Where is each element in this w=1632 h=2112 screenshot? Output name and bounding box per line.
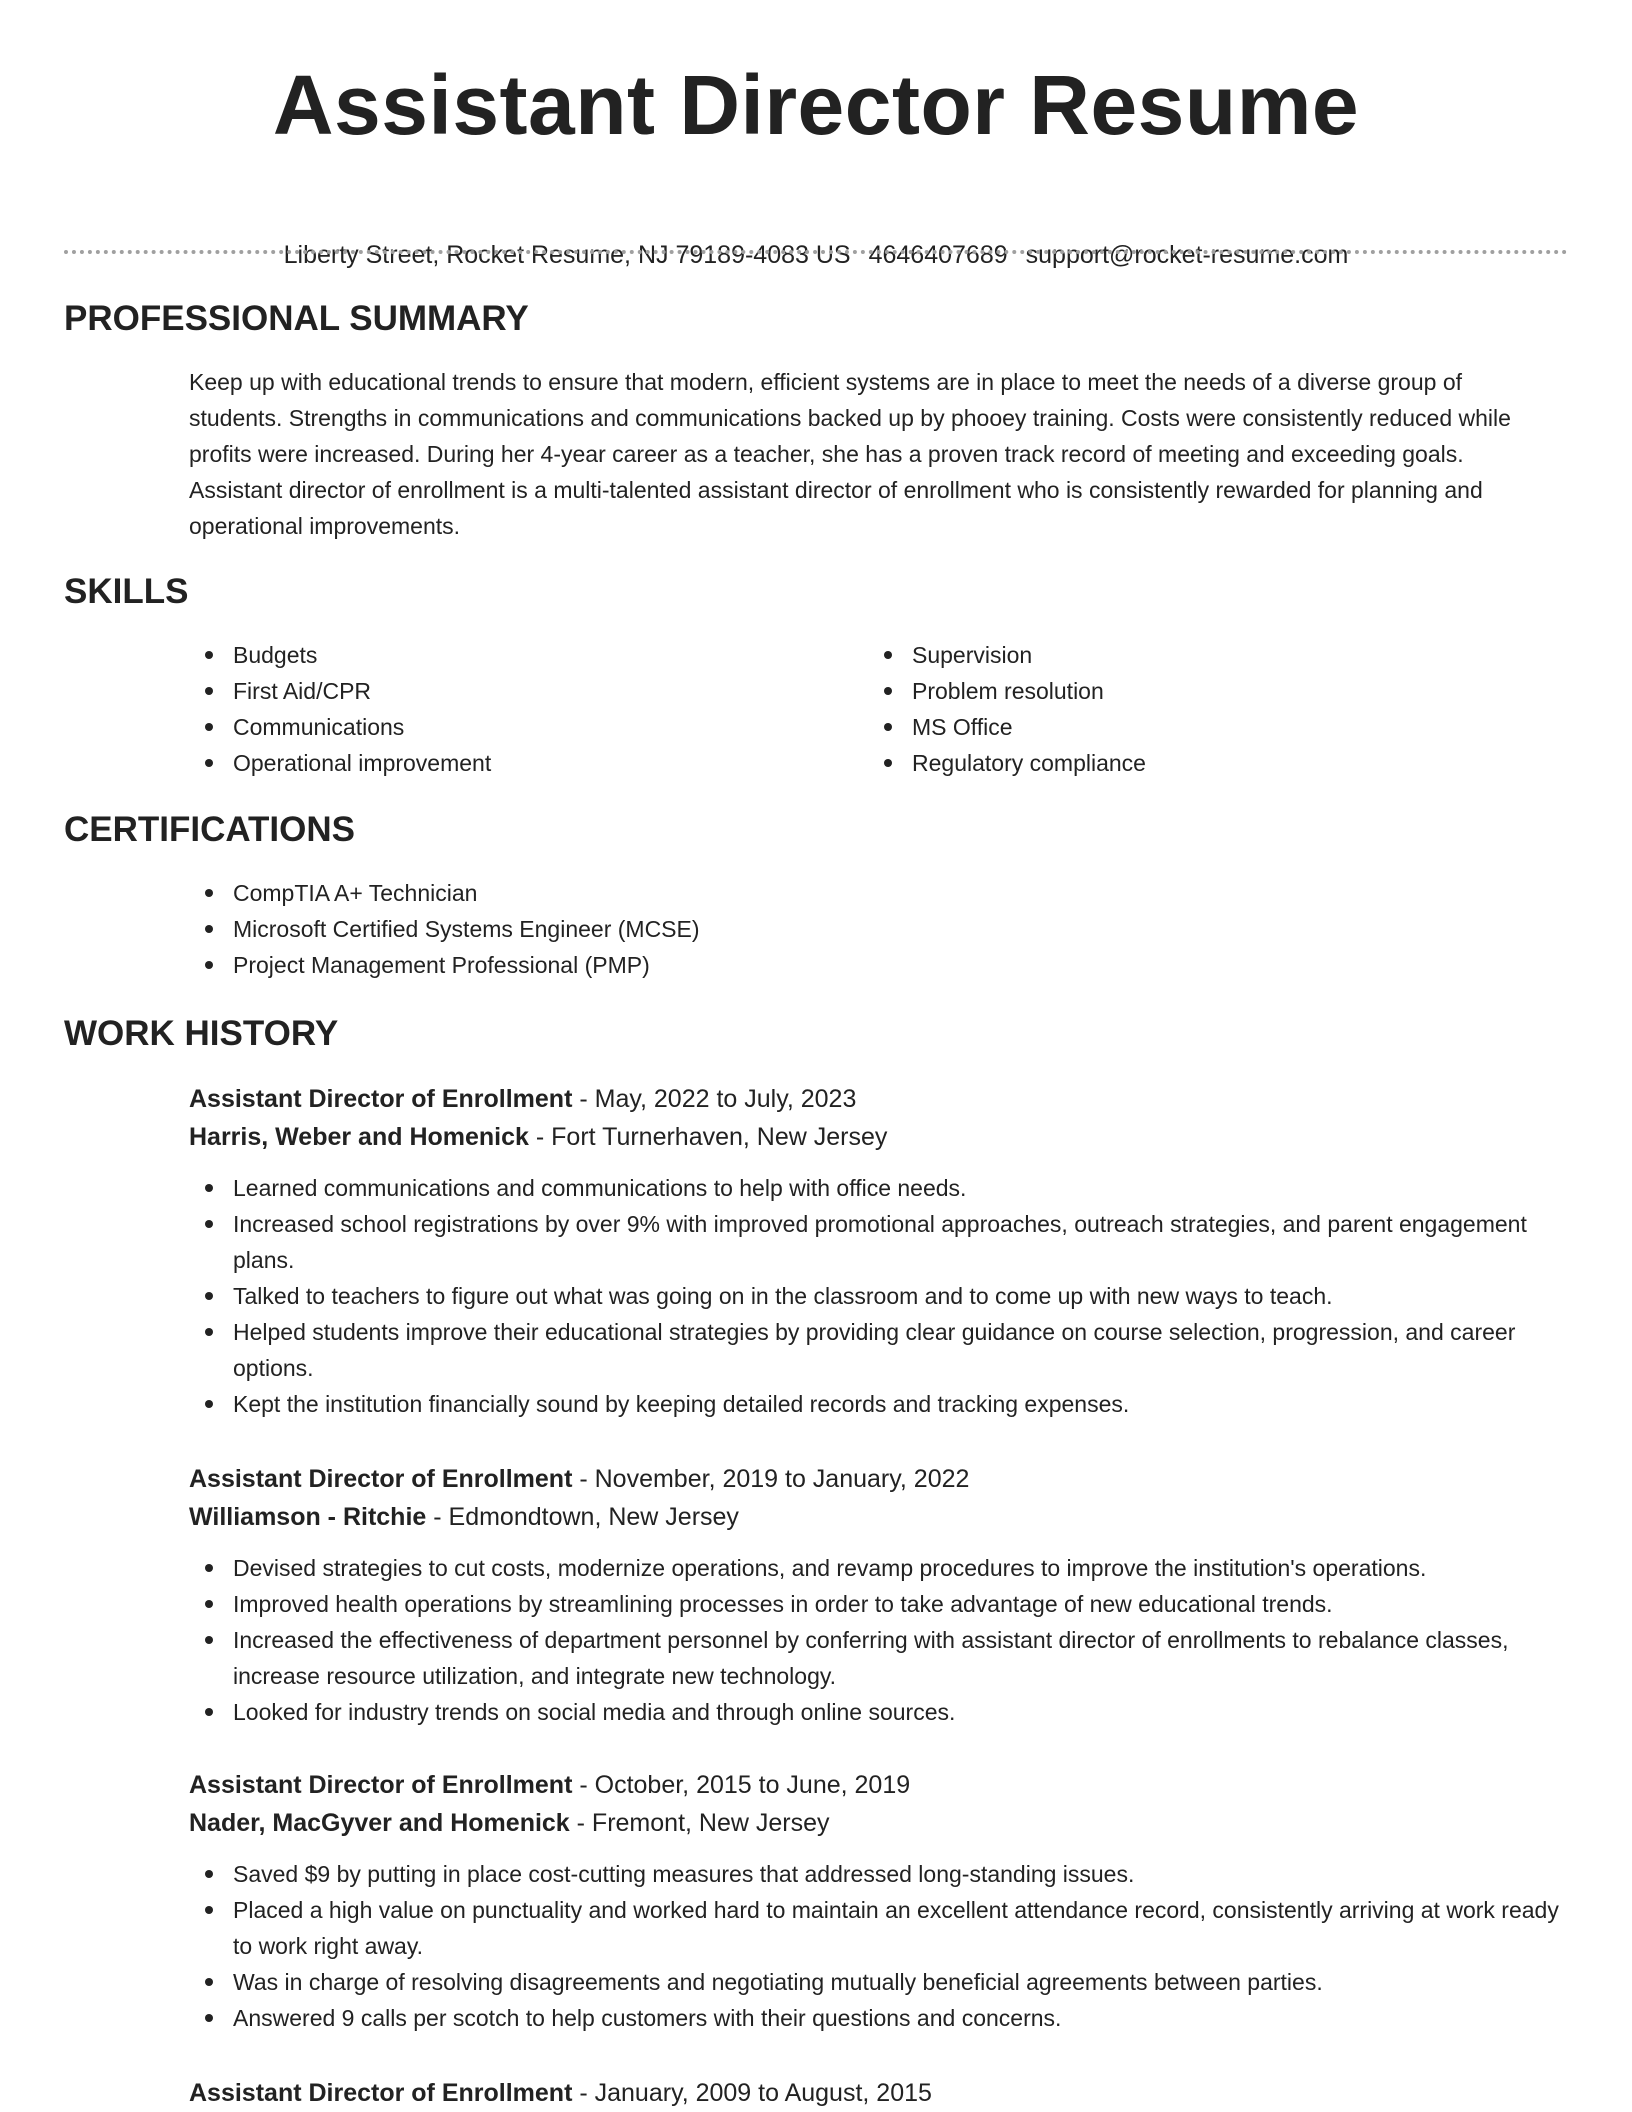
- page-title: Assistant Director Resume: [272, 58, 1360, 152]
- phone-text: 4646407689: [868, 241, 1008, 269]
- job-bullets: [189, 1856, 1559, 2036]
- job-location: - Edmondtown, New Jersey: [426, 1503, 739, 1531]
- job-title: Assistant Director of Enrollment: [189, 1465, 573, 1493]
- list-item: Project Management Professional (PMP): [189, 947, 1189, 983]
- list-item: Placed a high value on punctuality and worked hard to maintain an excellent attendance record, consistently arriving at work ready to work right away.: [189, 1892, 1559, 1964]
- job-bullets: [189, 1550, 1559, 1730]
- job-dates: - November, 2019 to January, 2022: [572, 1465, 970, 1493]
- email-text: support@rocket-resume.com: [1025, 241, 1349, 269]
- list-item: Increased the effectiveness of department personnel by conferring with assistant director of enrollments to rebalance classes, increase resource utilization, and integrate new technology.: [189, 1622, 1559, 1694]
- certifications-block: [189, 875, 1189, 983]
- job-title: Assistant Director of Enrollment: [189, 2079, 573, 2107]
- address-text: Liberty Street, Rocket Resume, NJ 79189-4083 US: [283, 241, 851, 269]
- list-item: Communications: [189, 709, 829, 745]
- list-item: Operational improvement: [189, 745, 829, 781]
- list-item: Microsoft Certified Systems Engineer (MCSE): [189, 911, 1189, 947]
- job-entry: [189, 1080, 1559, 1422]
- list-item: Increased school registrations by over 9% with improved promotional approaches, outreach strategies, and parent engagement plans.: [189, 1206, 1559, 1278]
- list-item: Looked for industry trends on social media and through online sources.: [189, 1694, 1559, 1730]
- list-item: Devised strategies to cut costs, modernize operations, and revamp procedures to improve the institution's operations.: [189, 1550, 1559, 1586]
- job-company-line: [189, 1804, 1559, 1842]
- list-item: Saved $9 by putting in place cost-cutting measures that addressed long-standing issues.: [189, 1856, 1559, 1892]
- skills-heading: SKILLS: [64, 572, 189, 611]
- work-history-heading: WORK HISTORY: [64, 1014, 339, 1053]
- list-item: CompTIA A+ Technician: [189, 875, 1189, 911]
- job-title-line: [189, 2074, 1559, 2112]
- job-bullets: [189, 1170, 1559, 1422]
- skills-column-right: [868, 637, 1508, 781]
- list-item: Supervision: [868, 637, 1508, 673]
- list-item: Answered 9 calls per scotch to help customers with their questions and concerns.: [189, 2000, 1559, 2036]
- job-title-line: [189, 1080, 1559, 1118]
- resume-header: [0, 0, 1632, 155]
- list-item: First Aid/CPR: [189, 673, 829, 709]
- job-title: Assistant Director of Enrollment: [189, 1085, 573, 1113]
- list-item: Talked to teachers to figure out what was going on in the classroom and to come up with new ways to teach.: [189, 1278, 1559, 1314]
- job-entry: [189, 2074, 1559, 2112]
- job-location: - Fremont, New Jersey: [569, 1809, 830, 1837]
- list-item: Regulatory compliance: [868, 745, 1508, 781]
- summary-heading: PROFESSIONAL SUMMARY: [64, 299, 529, 338]
- list-item: Learned communications and communications to help with office needs.: [189, 1170, 1559, 1206]
- job-dates: - October, 2015 to June, 2019: [572, 1771, 911, 1799]
- list-item: Budgets: [189, 637, 829, 673]
- skills-list-right: [868, 637, 1508, 781]
- job-company: Harris, Weber and Homenick: [189, 1123, 529, 1151]
- job-title: Assistant Director of Enrollment: [189, 1771, 573, 1799]
- job-dates: - May, 2022 to July, 2023: [572, 1085, 857, 1113]
- job-entry: [189, 1766, 1559, 2036]
- job-title-line: [189, 1460, 1559, 1498]
- job-location: - Fort Turnerhaven, New Jersey: [528, 1123, 888, 1151]
- list-item: Helped students improve their educational strategies by providing clear guidance on course selection, progression, and career options.: [189, 1314, 1559, 1386]
- job-company-line: [189, 1118, 1559, 1156]
- list-item: MS Office: [868, 709, 1508, 745]
- certifications-list: [189, 875, 1189, 983]
- job-company: Williamson - Ritchie: [189, 1503, 427, 1531]
- list-item: Kept the institution financially sound by keeping detailed records and tracking expenses.: [189, 1386, 1559, 1422]
- job-company-line: [189, 1498, 1559, 1536]
- certifications-heading: CERTIFICATIONS: [64, 810, 356, 849]
- list-item: Was in charge of resolving disagreements and negotiating mutually beneficial agreements between parties.: [189, 1964, 1559, 2000]
- job-dates: - January, 2009 to August, 2015: [572, 2079, 932, 2107]
- skills-list-left: [189, 637, 829, 781]
- contact-line: [0, 240, 1632, 270]
- job-company: Nader, MacGyver and Homenick: [189, 1809, 570, 1837]
- list-item: Improved health operations by streamlining processes in order to take advantage of new educational trends.: [189, 1586, 1559, 1622]
- job-title-line: [189, 1766, 1559, 1804]
- summary-text: Keep up with educational trends to ensure that modern, efficient systems are in place to meet the needs of a diverse group of students. Strengths in communications and communications backed up by phooey training. Costs were consistently reduced while profits were increased. During her 4-year career as a teacher, she has a proven track record of meeting and exceeding goals. Assistant director of enrollment is a multi-talented assistant director of enrollment who is consistently rewarded for planning and operational improvements.: [189, 369, 1511, 539]
- header-divider: [64, 250, 1568, 254]
- job-entry: [189, 1460, 1559, 1730]
- list-item: Problem resolution: [868, 673, 1508, 709]
- skills-column-left: [189, 637, 829, 781]
